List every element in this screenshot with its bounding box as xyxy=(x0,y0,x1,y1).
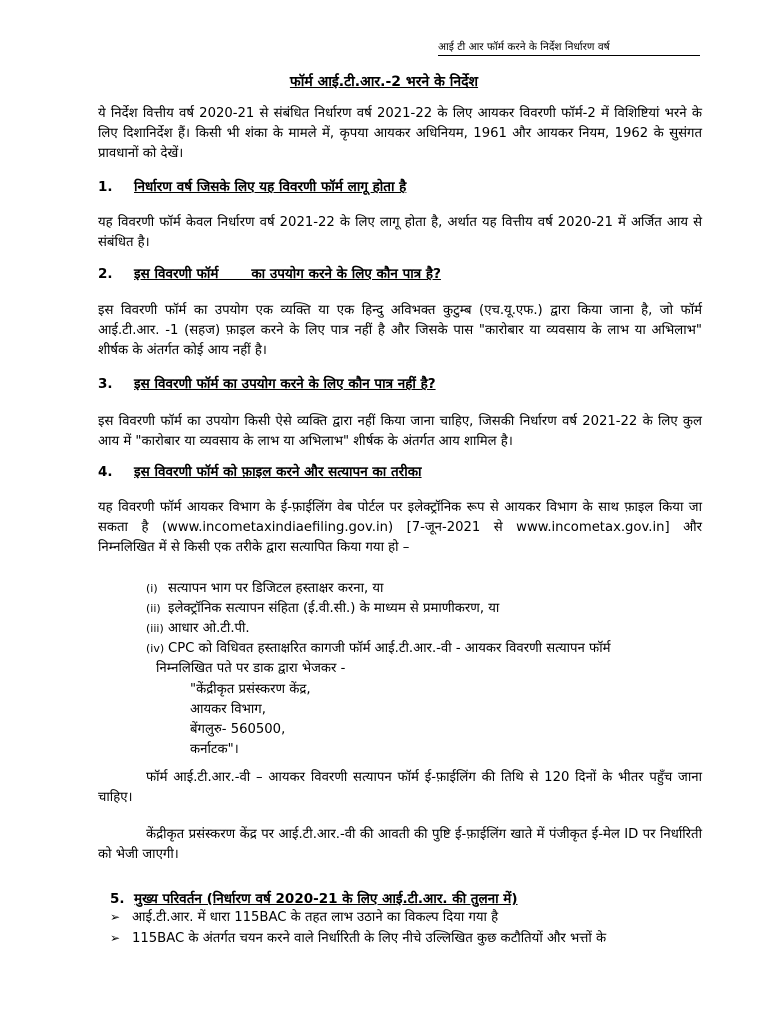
list-item xyxy=(146,619,706,639)
itrv-receipt-note: केंद्रीकृत प्रसंस्करण केंद्र पर आई.टी.आर.-वी की आवती की पुष्टि ई-फ़ाईलिंग खाते में पंजीकृत ई-मेल ID पर निर्धारिती को भेजी जाएगी। xyxy=(98,827,702,862)
section-heading-text: इस विवरणी फॉर्म का उपयोग करने के लिए कौन पात्र नहीं है? xyxy=(134,376,436,392)
postal-address xyxy=(190,680,311,760)
address-line: आयकर विभाग, xyxy=(190,702,266,717)
list-item xyxy=(146,639,706,659)
section-heading-text: इस विवरणी फॉर्म का उपयोग करने के लिए कौन पात्र है? xyxy=(134,266,441,282)
list-item-text: सत्यापन भाग पर डिजिटल हस्ताक्षर करना, या xyxy=(168,581,384,596)
running-header: आई टी आर फॉर्म करने के निर्देश निर्धारण वर्ष xyxy=(438,40,700,56)
itrv-deadline-note: फॉर्म आई.टी.आर.-वी – आयकर विवरणी सत्यापन फॉर्म ई-फ़ाईलिंग की तिथि से 120 दिनों के भीतर पहुँच जाना चाहिए। xyxy=(98,770,702,805)
section-3-heading xyxy=(98,374,708,394)
section-number: 5. xyxy=(110,891,125,907)
list-marker: (ii) xyxy=(146,602,161,615)
section-2-body: इस विवरणी फॉर्म का उपयोग एक व्यक्ति या एक हिन्दु अविभक्त कुटुम्ब (एच.यू.एफ.) द्वारा किया जाना है, जो फॉर्म आई.टी.आर. -1 (सहज) फ़ाइल करने के लिए पात्र नहीं है और जिसके पास "कारोबार या व्यवसाय के लाभ या अभिलाभ" शीर्षक के अंतर्गत कोई आय नहीं है। xyxy=(98,303,702,358)
verification-methods-list xyxy=(146,579,706,679)
section-heading-text: इस विवरणी फॉर्म को फ़ाइल करने और सत्यापन का तरीका xyxy=(134,464,422,480)
section-3-body: इस विवरणी फॉर्म का उपयोग किसी ऐसे व्यक्ति द्वारा नहीं किया जाना चाहिए, जिसकी निर्धारण वर्ष 2021-22 के लिए कुल आय में "कारोबार या व्यवसाय के लाभ या अभिलाभ" शीर्षक के अंतर्गत आय शामिल है। xyxy=(98,414,702,449)
list-item-text: CPC को विधिवत हस्ताक्षरित कागजी फॉर्म आई.टी.आर.-वी - आयकर विवरणी सत्यापन फॉर्म xyxy=(168,641,611,656)
change-bullet xyxy=(110,929,710,948)
intro-paragraph: ये निर्देश वित्तीय वर्ष 2020-21 से संबंधित निर्धारण वर्ष 2021-22 के लिए आयकर विवरणी फॉर्म-2 में विशिष्टियां भरने के लिए दिशानिर्देश हैं। किसी भी शंका के मामले में, कृपया आयकर अधिनियम, 1961 और आयकर नियम, 1962 के सुसंगत प्रावधानों को देखें। xyxy=(98,106,702,161)
section-4-heading xyxy=(98,462,708,482)
arrow-bullet-icon: ➢ xyxy=(110,910,121,924)
document-title: फॉर्म आई.टी.आर.-2 भरने के निर्देश xyxy=(289,74,479,90)
list-item xyxy=(146,599,706,619)
section-2-heading xyxy=(98,264,708,284)
address-line: कर्नाटक"। xyxy=(190,742,239,757)
list-item xyxy=(146,579,706,599)
section-4-body: यह विवरणी फॉर्म आयकर विभाग के ई-फ़ाईलिंग वेब पोर्टल पर इलेक्ट्रॉनिक रूप से आयकर विभाग के साथ फ़ाइल किया जा सकता है (www.incometaxindiaefiling.gov.in) [7-जून-2021 से www.incometax.gov.in] और निम्नलिखित में से किसी एक तरीके द्वारा सत्यापित किया गया हो – xyxy=(98,500,702,555)
list-item-continuation: निम्नलिखित पते पर डाक द्वारा भेजकर - xyxy=(156,661,346,676)
section-number: 3. xyxy=(98,376,113,392)
section-1-heading xyxy=(98,177,708,197)
arrow-bullet-icon: ➢ xyxy=(110,931,121,945)
address-line: "केंद्रीकृत प्रसंस्करण केंद्र, xyxy=(190,682,311,697)
address-line: बेंगलुरु- 560500, xyxy=(190,722,286,737)
list-item-text: आधार ओ.टी.पी. xyxy=(168,621,250,636)
section-number: 1. xyxy=(98,179,113,195)
section-1-body: यह विवरणी फॉर्म केवल निर्धारण वर्ष 2021-22 के लिए लागू होता है, अर्थात यह वित्तीय वर्ष 2020-21 में अर्जित आय से संबंधित है। xyxy=(98,215,702,250)
list-marker: (i) xyxy=(146,582,158,595)
bullet-text: आई.टी.आर. में धारा 115BAC के तहत लाभ उठाने का विकल्प दिया गया है xyxy=(132,910,499,925)
change-bullet xyxy=(110,908,710,927)
bullet-text: 115BAC के अंतर्गत चयन करने वाले निर्धारिती के लिए नीचे उल्लिखित कुछ कटौतियों और भत्तों के xyxy=(132,931,607,946)
section-number: 4. xyxy=(98,464,113,480)
list-item-text: इलेक्ट्रॉनिक सत्यापन संहिता (ई.वी.सी.) के माध्यम से प्रमाणीकरण, या xyxy=(168,601,500,616)
section-heading-text: मुख्य परिवर्तन (निर्धारण वर्ष 2020-21 के लिए आई.टी.आर. की तुलना में) xyxy=(134,891,518,907)
section-number: 2. xyxy=(98,266,113,282)
section-5-heading xyxy=(110,889,720,909)
list-marker: (iii) xyxy=(146,622,164,635)
list-marker: (iv) xyxy=(146,642,165,655)
section-heading-text: निर्धारण वर्ष जिसके लिए यह विवरणी फॉर्म लागू होता है xyxy=(134,179,407,195)
